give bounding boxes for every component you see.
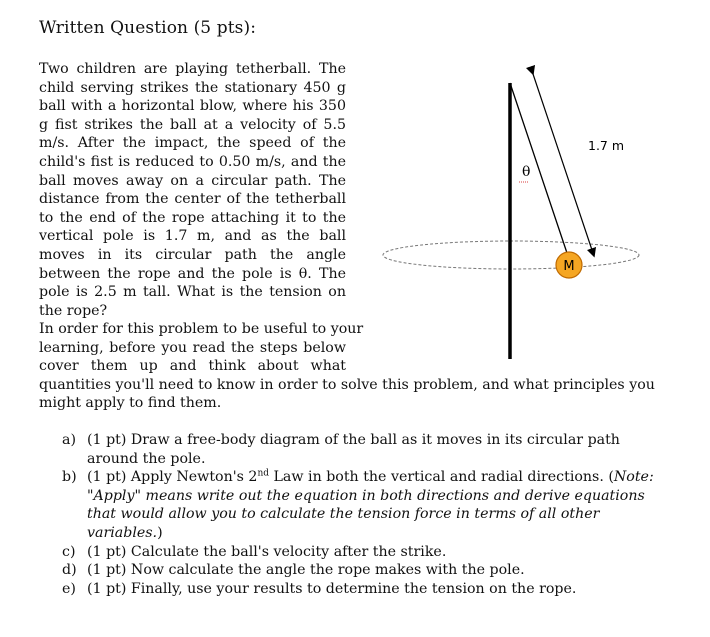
item-text: (1 pt) Now calculate the angle the rope makes with the pole. bbox=[87, 562, 525, 579]
superscript: nd bbox=[257, 468, 269, 479]
item-label: e) bbox=[62, 580, 76, 597]
item-text-part: ) bbox=[157, 524, 163, 541]
item-text: (1 pt) Finally, use your results to determine the tension on the rope. bbox=[87, 580, 577, 597]
instruction-line: cover them up and think about what bbox=[39, 358, 346, 375]
ball-label: M bbox=[563, 259, 575, 274]
item-text: (1 pt) Calculate the ball's velocity after the strike. bbox=[87, 543, 447, 560]
length-label: 1.7 m bbox=[588, 138, 625, 153]
question-list bbox=[62, 431, 662, 598]
theta-label: θ bbox=[522, 164, 531, 180]
question-item-c bbox=[62, 543, 662, 562]
page-title: Written Question (5 pts): bbox=[39, 18, 257, 38]
item-text-part: (1 pt) Apply Newton's 2 bbox=[87, 469, 258, 486]
item-text bbox=[87, 468, 662, 542]
instruction-line: learning, before you read the steps below bbox=[39, 339, 346, 356]
question-item-a bbox=[62, 431, 662, 468]
question-item-e bbox=[62, 580, 662, 599]
item-label: a) bbox=[62, 432, 76, 448]
item-label: c) bbox=[62, 543, 76, 560]
tetherball-diagram bbox=[375, 55, 645, 365]
item-text: (1 pt) Draw a free-body diagram of the ball as it moves in its circular path around the pole. bbox=[87, 432, 620, 467]
question-item-d bbox=[62, 561, 662, 580]
question-item-b bbox=[62, 468, 662, 542]
rope bbox=[510, 83, 567, 253]
instruction-line: quantities you'll need to know in order to solve this problem, and what principles you bbox=[39, 376, 655, 393]
instruction-line: In order for this problem to be useful to your bbox=[39, 321, 364, 337]
item-note: Note: "Apply" means write out the equation in both directions and derive equations that would allow you to calculate the tension force in terms of all other variables. bbox=[87, 469, 654, 541]
problem-statement: Two children are playing tetherball. The child serving strikes the stationary 450 g ball with a horizontal blow, where his 350 g fist strikes the ball at a velocity of 5.5 m/s. After the impact, the speed of the child's fist is reduced to 0.50 m/s, and the ball moves away on a circular path. The distance from the center of the tetherball to the end of the rope attaching it to the vertical pole is 1.7 m, and as the ball moves in its circular path the angle between the rope and the pole is θ. The pole is 2.5 m tall. What is the tension on the rope? bbox=[39, 61, 346, 319]
instruction-line: might apply to find them. bbox=[39, 395, 222, 412]
item-label: b) bbox=[62, 469, 77, 486]
length-arrow bbox=[532, 71, 593, 253]
item-text-part: Law in both the vertical and radial directions. ( bbox=[269, 469, 614, 486]
item-label: d) bbox=[62, 562, 77, 579]
